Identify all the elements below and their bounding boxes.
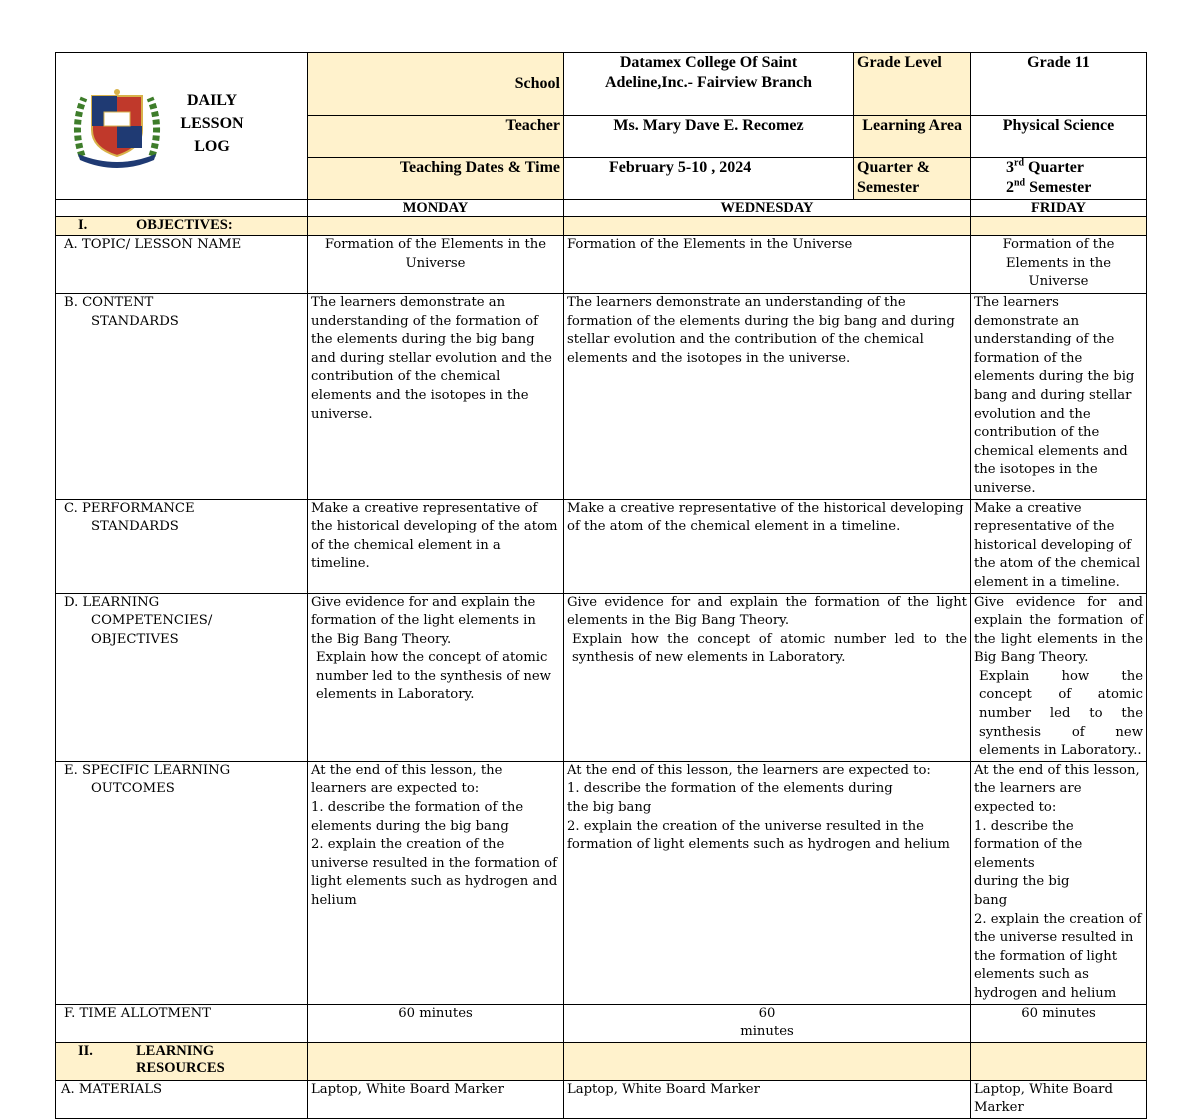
competency-2: Explain how the concept of atomic number led to the synthesis of new elements in Laboratory.. [979,668,1143,759]
performance-standards-wednesday: Make a creative representative of the historical developing of the atom of the chemical element in a timeline. [564,499,971,593]
content-standards-monday: The learners demonstrate an understanding of the formation of the elements during the big bang and during stellar evolution and the contribution of the chemical elements and the isotopes in the universe. [308,294,564,500]
quarter-semester-label: Quarter & Semester [854,158,971,200]
section-objectives-fill-wed [564,217,971,236]
section-objectives: I. OBJECTIVES: [56,217,308,236]
time-allotment-friday: 60 minutes [971,1004,1147,1042]
section-learning-resources: II. LEARNING RESOURCES [56,1042,308,1080]
competencies-wednesday [564,593,971,761]
title-line-2: LESSON [180,115,244,132]
competency-1: Give evidence for and explain the formation of the light elements in the Big Bang Theory. [311,594,536,647]
quarter-value: 3rd Quarter [1006,157,1084,176]
school-seal-logo-icon [70,86,164,168]
teaching-dates-label: Teaching Dates & Time [308,158,564,200]
learning-area-label: Learning Area [854,116,971,158]
competencies-friday [971,593,1147,761]
competency-1: Give evidence for and explain the formation of the light elements in the Big Bang Theory. [567,594,967,629]
day-header-blank [56,200,308,217]
logo-title-cell [56,53,308,200]
section-objectives-fill-mon [308,217,564,236]
outcome-1: 1. describe the formation of the elements during the big bang [974,818,1083,908]
section-resources-fill-wed [564,1042,971,1080]
time-unit: minutes [740,1024,794,1040]
row-label-learning-competencies: D. LEARNING COMPETENCIES/ OBJECTIVES [56,593,308,761]
content-standards-friday: The learners demonstrate an understanding of the formation of the elements during the big bang and during stellar evolution and the contribution of the chemical elements and the isotopes in the universe. [971,294,1147,500]
row-label-performance-standards: C. PERFORMANCE STANDARDS [56,499,308,593]
time-value: 60 [758,1005,776,1021]
section-objectives-fill-fri [971,217,1147,236]
topic-friday: Formation of the Elements in the Universe [971,236,1147,294]
time-allotment-wednesday [564,1004,971,1042]
outcomes-friday [971,761,1147,1004]
quarter-semester-value [971,158,1147,200]
row-label-time-allotment: F. TIME ALLOTMENT [56,1004,308,1042]
materials-wednesday: Laptop, White Board Marker [564,1080,971,1118]
topic-monday: Formation of the Elements in the Universe [308,236,564,294]
section-resources-fill-mon [308,1042,564,1080]
outcomes-wednesday [564,761,971,1004]
competencies-monday [308,593,564,761]
outcome-2: 2. explain the creation of the universe resulted in the formation of light elements such as hydrogen and helium [311,837,558,908]
teacher-label: Teacher [308,116,564,158]
outcome-1: 1. describe the formation of the elements during the big bang [567,781,893,816]
day-header-monday: MONDAY [308,200,564,217]
section-resources-fill-fri [971,1042,1147,1080]
topic-wednesday: Formation of the Elements in the Universe [564,236,971,294]
outcomes-intro: At the end of this lesson, the learners are expected to: [567,762,931,778]
materials-friday: Laptop, White Board Marker [971,1080,1147,1118]
row-label-materials: A. MATERIALS [56,1080,308,1118]
outcomes-intro: At the end of this lesson, the learners are expected to: [974,762,1140,816]
outcome-2: 2. explain the creation of the universe resulted in the formation of light elements such as hydrogen and helium [974,911,1142,1001]
competency-2: Explain how the concept of atomic number led to the synthesis of new elements in Laboratory. [572,631,967,666]
title-line-1: DAILY [186,92,238,109]
teaching-dates-value: February 5-10 , 2024 [564,158,854,200]
grade-level-label: Grade Level [854,53,971,116]
row-label-content-standards: B. CONTENT STANDARDS [56,294,308,500]
outcomes-monday [308,761,564,1004]
performance-standards-monday: Make a creative representative of the historical developing of the atom of the chemical element in a timeline. [308,499,564,593]
outcome-2: 2. explain the creation of the universe resulted in the formation of light elements such as hydrogen and helium [567,818,950,853]
competency-2: Explain how the concept of atomic number led to the synthesis of new elements in Laboratory. [316,650,551,703]
semester-value: 2nd Semester [1006,177,1092,196]
content-standards-wednesday: The learners demonstrate an understanding of the formation of the elements during the big bang and during stellar evolution and the contribution of the chemical elements and the isotopes in the universe. [564,294,971,500]
row-label-topic: A. TOPIC/ LESSON NAME [56,236,308,294]
performance-standards-friday: Make a creative representative of the historical developing of the atom of the chemical element in a timeline. [971,499,1147,593]
row-label-specific-outcomes: E. SPECIFIC LEARNING OUTCOMES [56,761,308,1004]
time-allotment-monday: 60 minutes [308,1004,564,1042]
school-label: School [308,53,564,116]
teacher-value: Ms. Mary Dave E. Recomez [564,116,854,158]
grade-level-value: Grade 11 [971,53,1147,116]
outcomes-intro: At the end of this lesson, the learners are expected to: [311,762,503,797]
day-header-wednesday: WEDNESDAY [564,200,971,217]
materials-monday: Laptop, White Board Marker [308,1080,564,1118]
daily-lesson-log-table [55,52,1147,1119]
day-header-friday: FRIDAY [971,200,1147,217]
outcome-1: 1. describe the formation of the elements during the big bang [311,800,524,834]
title-line-3: LOG [194,138,230,155]
learning-area-value: Physical Science [971,116,1147,158]
competency-1: Give evidence for and explain the formation of the light elements in the Big Bang Theory. [974,594,1143,666]
document-title [166,89,258,158]
school-value: Datamex College Of Saint Adeline,Inc.- Fairview Branch [564,53,854,116]
